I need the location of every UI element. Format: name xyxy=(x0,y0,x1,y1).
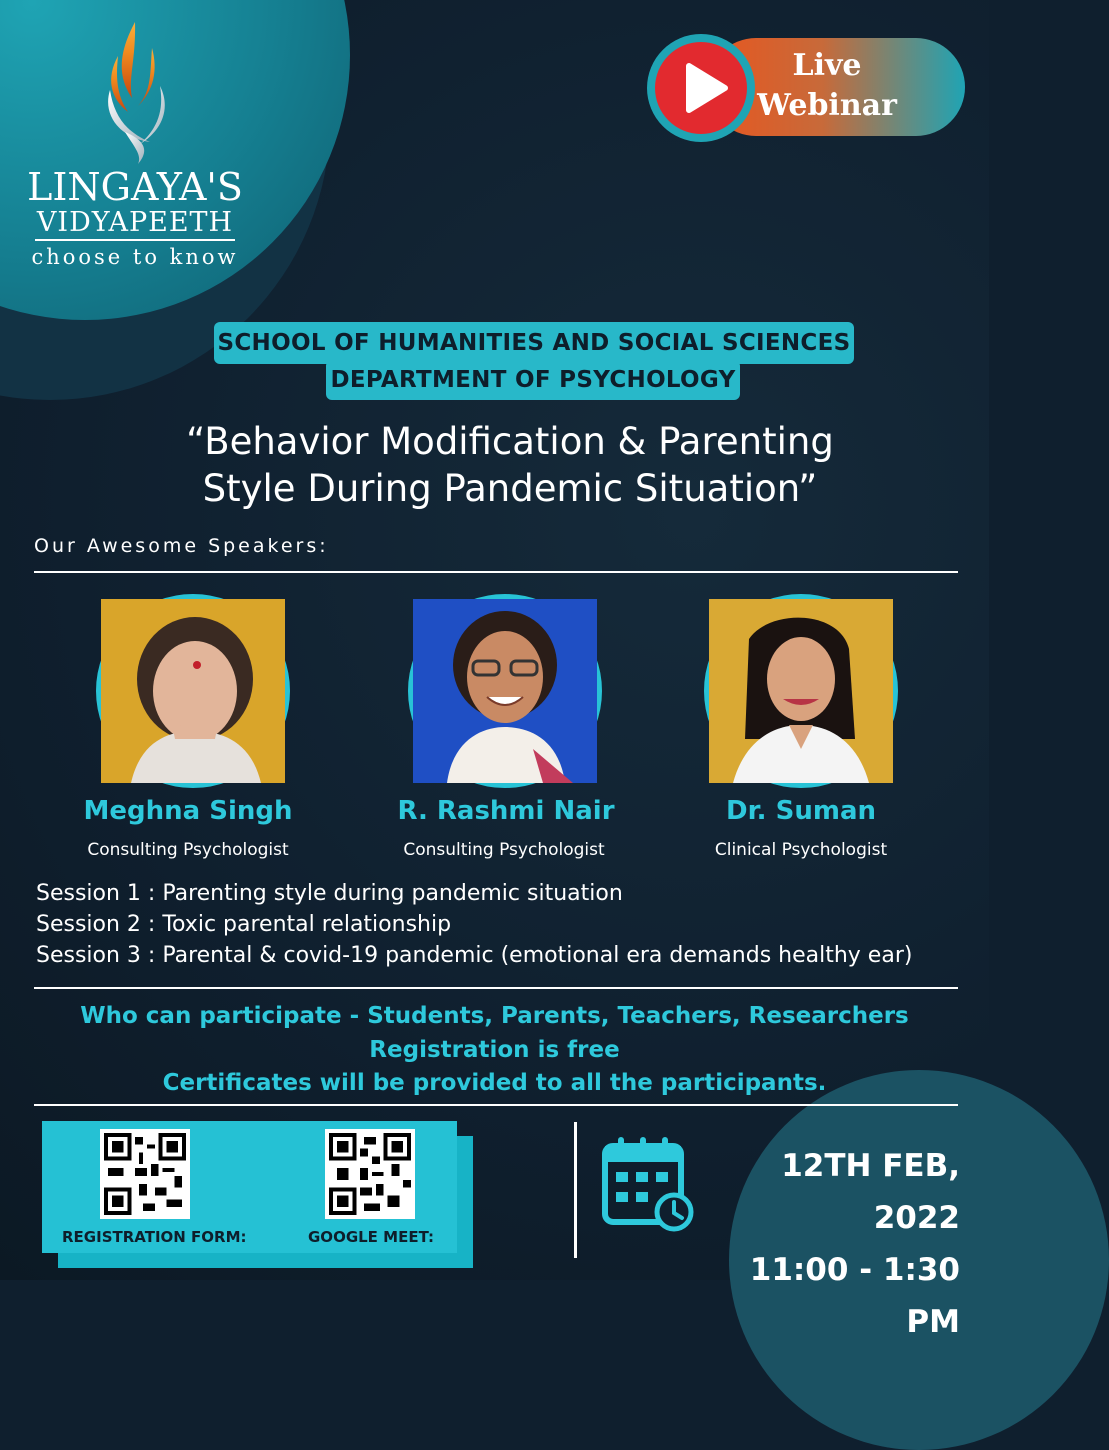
live-webinar-badge xyxy=(647,38,965,138)
person-icon xyxy=(101,599,285,783)
speakers-heading: Our Awesome Speakers: xyxy=(34,535,329,557)
title-line2: Style During Pandemic Situation” xyxy=(202,467,818,510)
event-datetime xyxy=(700,1140,960,1348)
session-list xyxy=(36,878,912,971)
speaker-photo xyxy=(96,594,290,788)
registration-qr-code[interactable] xyxy=(100,1129,190,1219)
session-item: Session 2 : Toxic parental relationship xyxy=(36,912,452,937)
webinar-title xyxy=(150,418,870,512)
google-meet-label: GOOGLE MEET: xyxy=(308,1228,434,1246)
qr-code-icon xyxy=(329,1133,411,1215)
speaker-role: Consulting Psychologist xyxy=(87,840,289,860)
registration-form-label: REGISTRATION FORM: xyxy=(62,1228,247,1246)
flame-icon xyxy=(80,20,190,165)
divider xyxy=(34,987,958,989)
divider xyxy=(34,571,958,573)
play-button-inner xyxy=(655,42,747,134)
department-name: DEPARTMENT OF PSYCHOLOGY xyxy=(330,367,736,393)
logo-tagline: choose to know xyxy=(31,245,239,269)
event-time: 11:00 - 1:30 PM xyxy=(749,1252,960,1340)
badge-line2: Webinar xyxy=(757,88,897,123)
calendar-clock-icon xyxy=(602,1134,694,1238)
speaker-name: Dr. Suman xyxy=(725,796,876,826)
badge-line1: Live xyxy=(792,48,862,83)
school-banner xyxy=(214,322,854,364)
participation-info xyxy=(0,1000,989,1101)
speaker-photo xyxy=(408,594,602,788)
session-item: Session 3 : Parental & covid-19 pandemic (emotional era demands healthy ear) xyxy=(36,943,913,968)
certificates-note: Certificates will be provided to all the participants. xyxy=(162,1070,827,1096)
who-can-participate: Who can participate - Students, Parents, Teachers, Researchers xyxy=(80,1003,909,1029)
logo-subname: VIDYAPEETH xyxy=(35,207,235,241)
registration-free: Registration is free xyxy=(369,1036,620,1063)
play-button[interactable] xyxy=(647,34,755,142)
speaker-name: Meghna Singh xyxy=(83,796,293,826)
qr-code-icon xyxy=(104,1133,186,1215)
title-line1: “Behavior Modification & Parenting xyxy=(186,420,834,463)
institution-logo xyxy=(20,20,250,300)
speaker-role: Consulting Psychologist xyxy=(403,840,605,860)
speaker-name: R. Rashmi Nair xyxy=(397,796,615,826)
session-item: Session 1 : Parenting style during pandemic situation xyxy=(36,881,623,906)
event-date: 12TH FEB, 2022 xyxy=(781,1148,960,1236)
person-icon xyxy=(413,599,597,783)
logo-name: LINGAYA'S xyxy=(27,165,243,209)
google-meet-qr-code[interactable] xyxy=(325,1129,415,1219)
speaker-role: Clinical Psychologist xyxy=(714,840,888,860)
department-banner xyxy=(326,360,740,400)
play-icon xyxy=(655,42,747,134)
qr-panel xyxy=(42,1121,457,1253)
person-icon xyxy=(709,599,893,783)
divider xyxy=(34,1104,958,1106)
badge-text xyxy=(752,46,902,126)
school-name: SCHOOL OF HUMANITIES AND SOCIAL SCIENCES xyxy=(217,330,851,356)
speaker-photo xyxy=(704,594,898,788)
vertical-divider xyxy=(574,1122,577,1258)
